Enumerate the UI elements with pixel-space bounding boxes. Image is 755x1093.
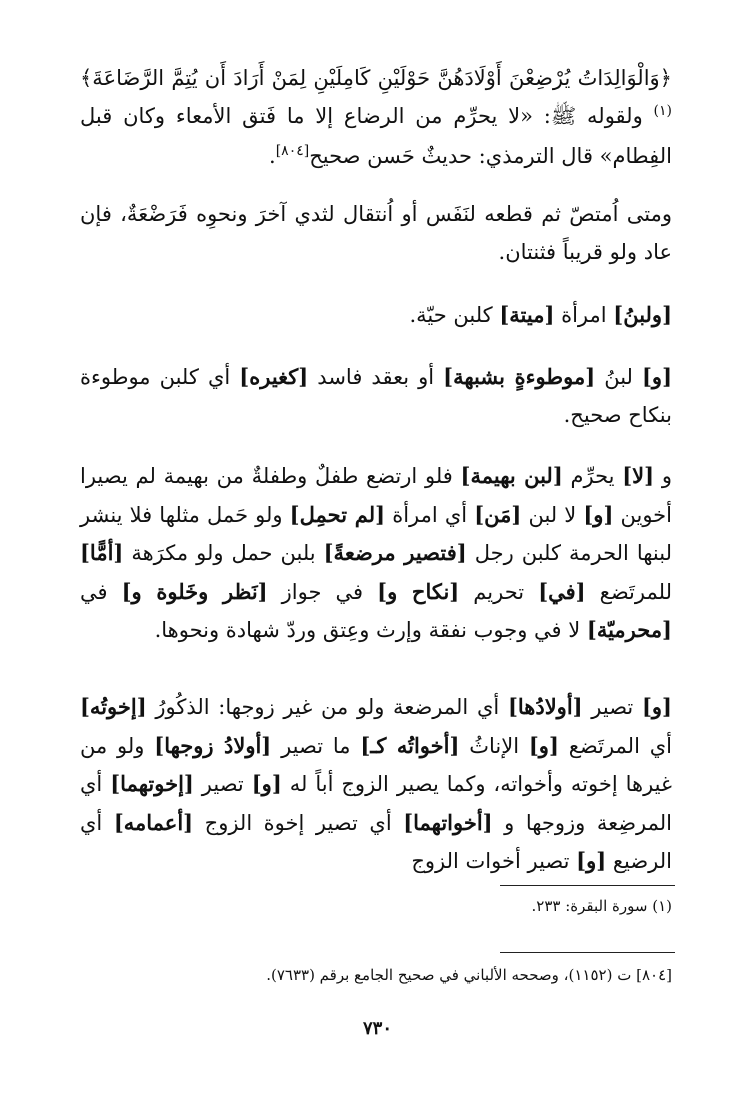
matn-term: [ميتة] [499, 302, 555, 327]
sharh-text: أي تصير إخوة الزوج [193, 810, 404, 835]
sharh-text: أي المرضِعة وزوجها و [80, 772, 673, 835]
matn-term: [و] [641, 694, 672, 719]
sharh-text: تصير أخوات الزوج [411, 849, 577, 873]
sharh-text: فلو ارتضع طفلٌ وطفلةٌ من بهيمة لم يصيرا أخوين [80, 464, 672, 527]
matn-term: [أخواتُه كـ] [360, 732, 460, 758]
matn-term: [أولادُ زوجها] [154, 732, 272, 758]
matn-term: [نَظر وخَلوة و] [121, 578, 268, 604]
matn-term: [و] [583, 501, 614, 527]
sharh-text: في جواز [267, 579, 378, 604]
footnote-hadith: [٨٠٤] ت (١١٥٢)، وصححه الألباني في صحيح الجامع برقم (٧٦٣٣). [266, 966, 672, 984]
footnote-ref-1[interactable]: (١) [653, 102, 672, 119]
matn-term: [فتصير مرضعةً] [323, 540, 467, 565]
sharh-text: يحرِّم [562, 464, 623, 488]
sharh-text: امرأة [554, 303, 614, 327]
matn-term: [مَن] [474, 501, 522, 527]
matn-term: [ولبنُ] [613, 302, 672, 327]
matn-term: [محرميّة] [586, 617, 672, 642]
sharh-text: لا في وجوب نفقة وإرث وعِتق وردّ شهادة ونحوها. [154, 618, 587, 642]
paragraph-dead-woman-milk [80, 296, 672, 335]
sharh-text: أي امرأة [385, 502, 475, 527]
paragraph-animal-milk [80, 457, 672, 650]
sharh-text: أي الرضيع [80, 810, 672, 873]
sharh-text: أو بعقد فاسد [308, 365, 444, 389]
matn-term: [و] [251, 771, 282, 796]
sharh-text: تحريم [459, 579, 539, 604]
matn-term: [لا] [622, 463, 655, 488]
sharh-text: و [654, 464, 672, 488]
footnote-quran: (١) سورة البقرة: ٢٣٣. [531, 897, 672, 915]
matn-term: [أمًّا] [80, 540, 124, 565]
sharh-text: أي المرضعة ولو من غير زوجها: الذكُورُ [146, 695, 508, 719]
hadith-text: ولقوله ﷺ: «لا يحرِّم من الرضاع إلا ما فَتق الأمعاء وكان قبل الفِطام» قال الترمذي: حديثٌ حَسن صحيح [80, 103, 672, 168]
matn-term: [و] [642, 364, 673, 389]
paragraph-suckling-count: ومتى اُمتصّ ثم قطعه لنَفَس أو اُنتقال لثدي آخرَ ونحوِه فَرَضْعَةٌ، فإن عاد ولو قريباً فثنتان. [80, 202, 672, 264]
sharh-text: لا لبن [521, 502, 584, 527]
matn-term: [أولادُها] [507, 694, 583, 719]
paragraph-verse-hadith [80, 60, 672, 179]
sharh-text: أي كلبن موطوءة بنكاح صحيح. [80, 365, 672, 427]
sharh-text: بلبن حمل ولو مكرَهة [123, 541, 324, 565]
footnote-divider [500, 952, 675, 953]
matn-term: [موطوءةٍ بشبهة] [443, 364, 596, 389]
sharh-text: تصير [582, 695, 642, 719]
paragraph-children-siblings [80, 688, 672, 881]
matn-term: [و] [528, 732, 559, 758]
sharh-text: ولو حَمل مثلها فلا ينشر لبنها الحرمة كلبن رجل [80, 502, 672, 565]
matn-term: [لم تحمِل] [289, 501, 386, 527]
matn-term: [أخواتهما] [403, 809, 493, 835]
sharh-text: ولو من غيرها إخوته وأخواته، وكما يصير الزوج أباً له [80, 733, 672, 796]
matn-term: [أعمامه] [113, 809, 194, 835]
sharh-text: الإناثُ [459, 733, 529, 758]
footnote-ref-804[interactable]: [٨٠٤] [275, 143, 310, 159]
matn-term: [و] [576, 848, 607, 873]
paragraph-doubtful-intercourse [80, 358, 672, 434]
sharh-text: أي المرتَضع [558, 733, 672, 758]
matn-term: [نكاح و] [377, 578, 460, 604]
footnote-divider [500, 885, 675, 886]
sharh-text: تصير [193, 772, 252, 796]
quran-verse: ﴿وَالْوَالِدَاتُ يُرْضِعْنَ أَوْلَادَهُنَّ حَوْلَيْنِ كَامِلَيْنِ لِمَنْ أَرَادَ أَن يُتِمَّ الرَّضَاعَةَ﴾ [80, 66, 672, 90]
sharh-text: لبنُ [595, 365, 642, 389]
page-number: ٧٣٠ [362, 1018, 392, 1039]
sharh-text: ما تصير [271, 733, 361, 758]
matn-term: [إخوتُه] [80, 694, 147, 719]
matn-term: [في] [538, 578, 586, 604]
sharh-text: للمرتَضع [585, 579, 672, 604]
matn-term: [لبن بهيمة] [460, 463, 563, 488]
matn-term: [كغيره] [239, 364, 309, 389]
sharh-text: كلبن حيّة. [409, 303, 500, 327]
paragraph-end: . [269, 144, 276, 168]
sharh-text: في [80, 579, 122, 604]
matn-term: [إخوتهما] [110, 771, 194, 796]
